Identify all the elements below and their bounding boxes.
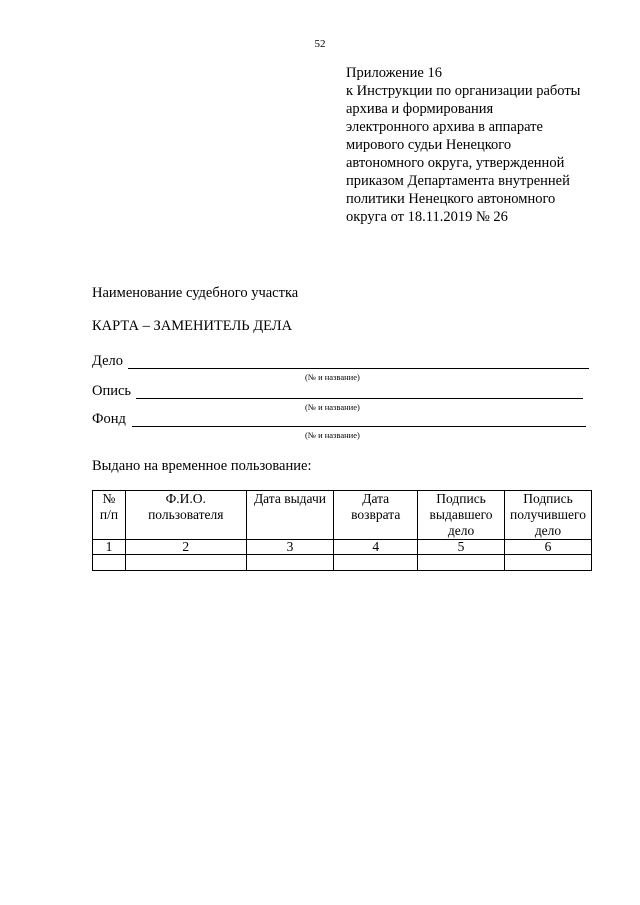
column-number: 3 bbox=[246, 540, 334, 555]
table-cell[interactable] bbox=[504, 555, 591, 571]
field-fund-label: Фонд bbox=[92, 411, 126, 427]
table-header-row bbox=[93, 491, 592, 540]
field-case-label: Дело bbox=[92, 353, 123, 369]
issued-label: Выдано на временное пользование: bbox=[92, 458, 312, 474]
appendix-line: автономного округа, утвержденной bbox=[346, 155, 565, 171]
column-number: 5 bbox=[418, 540, 505, 555]
table-cell[interactable] bbox=[125, 555, 246, 571]
table-cell[interactable] bbox=[334, 555, 418, 571]
column-number: 6 bbox=[504, 540, 591, 555]
appendix-line: к Инструкции по организации работы bbox=[346, 83, 581, 99]
appendix-line: электронного архива в аппарате bbox=[346, 119, 543, 135]
header-receiver-signature: Подпись получившего дело bbox=[504, 491, 591, 540]
header-return-date: Дата возврата bbox=[334, 491, 418, 540]
field-inventory-line[interactable] bbox=[136, 398, 583, 399]
appendix-line: округа от 18.11.2019 № 26 bbox=[346, 209, 508, 225]
column-number-row bbox=[93, 540, 592, 555]
field-case-line[interactable] bbox=[128, 368, 589, 369]
issue-table bbox=[92, 490, 592, 571]
field-inventory-caption: (№ и название) bbox=[305, 402, 360, 412]
column-number: 1 bbox=[93, 540, 126, 555]
card-title: КАРТА – ЗАМЕНИТЕЛЬ ДЕЛА bbox=[92, 318, 293, 334]
table-cell[interactable] bbox=[246, 555, 334, 571]
header-issue-date: Дата выдачи bbox=[246, 491, 334, 540]
field-inventory-label: Опись bbox=[92, 383, 132, 399]
page-number: 52 bbox=[314, 38, 326, 50]
field-case-caption: (№ и название) bbox=[305, 372, 360, 382]
table-row bbox=[93, 555, 592, 571]
header-number: № п/п bbox=[93, 491, 126, 540]
appendix-line: приказом Департамента внутренней bbox=[346, 173, 570, 189]
field-fund-caption: (№ и название) bbox=[305, 430, 360, 440]
appendix-line: политики Ненецкого автономного bbox=[346, 191, 556, 207]
table-cell[interactable] bbox=[93, 555, 126, 571]
field-fund-line[interactable] bbox=[132, 426, 586, 427]
header-user-name: Ф.И.О. пользователя bbox=[125, 491, 246, 540]
appendix-line: Приложение 16 bbox=[346, 65, 442, 81]
column-number: 4 bbox=[334, 540, 418, 555]
court-name-label: Наименование судебного участка bbox=[92, 285, 299, 301]
column-number: 2 bbox=[125, 540, 246, 555]
appendix-line: архива и формирования bbox=[346, 101, 494, 117]
table-cell[interactable] bbox=[418, 555, 505, 571]
appendix-note bbox=[346, 64, 606, 226]
header-issuer-signature: Подпись выдавшего дело bbox=[418, 491, 505, 540]
appendix-line: мирового судьи Ненецкого bbox=[346, 137, 512, 153]
